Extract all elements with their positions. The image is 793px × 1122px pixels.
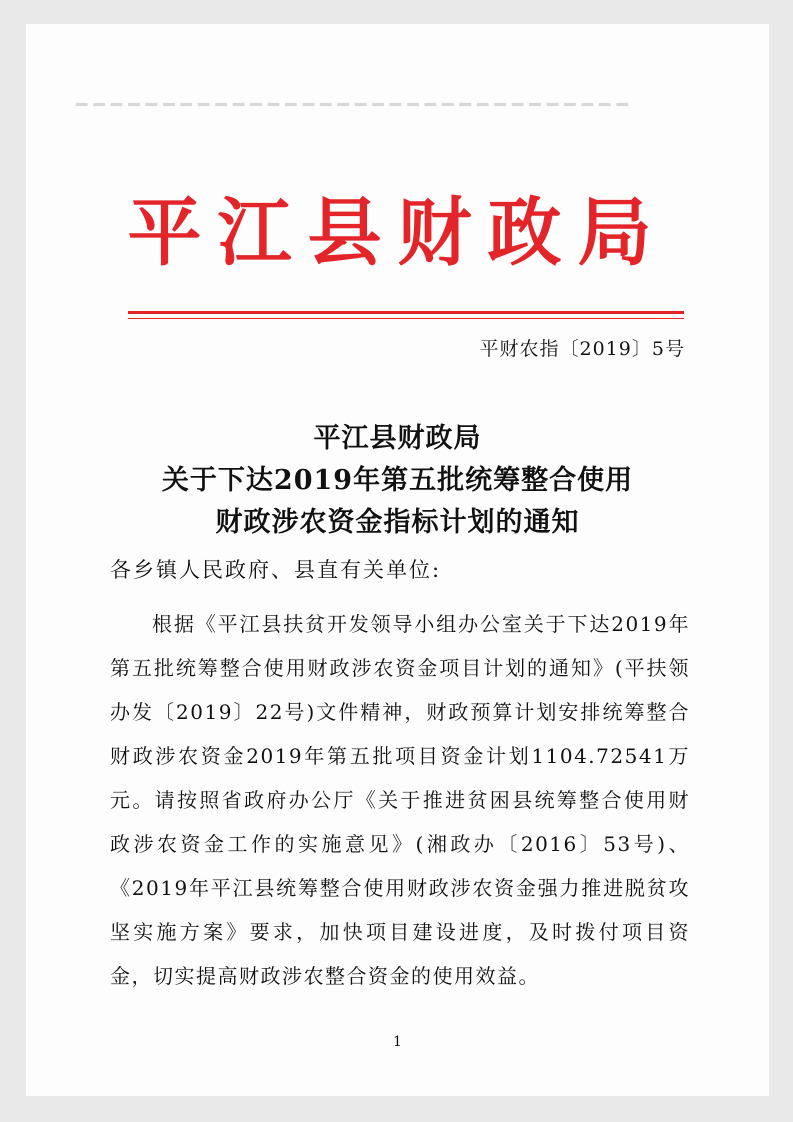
masthead-rule-thin	[128, 318, 684, 319]
title-line-1: 平江县财政局	[313, 423, 482, 454]
page-number: 1	[393, 1034, 402, 1050]
body-paragraph: 根据《平江县扶贫开发领导小组办公室关于下达2019年第五批统筹整合使用财政涉农资金项目计划的通知》(平扶领办发〔2019〕22号)文件精神，财政预算计划安排统筹整合财政涉农资金2019年第五批项目资金计划1104.72541万元。请按照省政府办公厅《关于推进贫困县统筹整合使用财政涉农资金工作的实施意见》(湘政办〔2016〕53号)、《2019年平江县统筹整合使用财政涉农资金强力推进脱贫攻坚实施方案》要求，加快项目建设进度，及时拨付项目资金，切实提高财政涉农整合资金的使用效益。	[110, 612, 690, 988]
title-line-2: 关于下达2019年第五批统筹整合使用	[161, 465, 634, 496]
body-text	[110, 602, 690, 998]
bleed-through-texture: ━━━━━━━━━━━━━━━━━━━━━━━━━━━━━━━━	[76, 94, 635, 116]
salutation: 各乡镇人民政府、县直有关单位:	[110, 558, 442, 582]
masthead-rule-thick	[128, 311, 684, 314]
masthead-title: 平江县财政局	[127, 190, 668, 276]
title-line-3: 财政涉农资金指标计划的通知	[215, 507, 580, 538]
document-page	[26, 24, 769, 1096]
document-number: 平财农指〔2019〕5号	[479, 338, 685, 360]
